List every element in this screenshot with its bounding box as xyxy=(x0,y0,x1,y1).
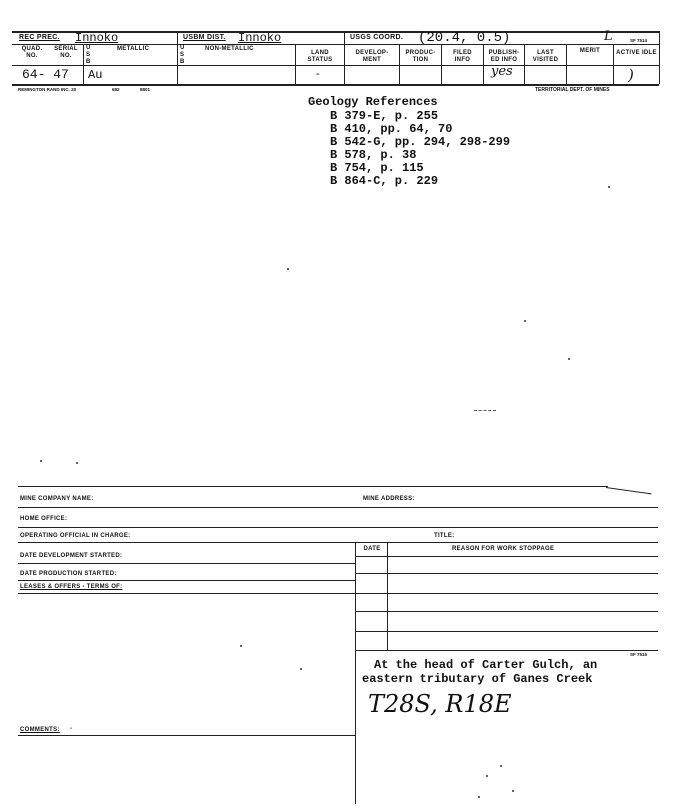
printer-code-1: 682 xyxy=(112,87,120,92)
metallic-value: Au xyxy=(88,68,103,82)
col-development: DEVELOP-MENT xyxy=(355,50,389,63)
date-production-started-label: DATE PRODUCTION STARTED: xyxy=(20,571,117,577)
reference-6: B 864-C, p. 229 xyxy=(330,174,439,188)
mine-address-label: MINE ADDRESS: xyxy=(363,496,415,502)
reference-4: B 578, p. 38 xyxy=(330,148,417,162)
rec-prec-label: REC PREC. xyxy=(19,34,60,41)
col-quad-no: QUAD. NO. xyxy=(21,46,43,59)
comments-mark: - xyxy=(70,726,73,732)
reference-1: B 379-E, p. 255 xyxy=(330,109,439,123)
date-column-label: DATE xyxy=(363,546,381,552)
usbm-dist-label: USBM DIST. xyxy=(183,34,226,41)
quad-serial-value: 64- 47 xyxy=(22,67,69,82)
form-number-bottom: SF 7515 xyxy=(630,652,648,657)
operating-official-label: OPERATING OFFICIAL IN CHARGE: xyxy=(20,533,131,539)
col-usbm-2: U S B xyxy=(180,45,185,65)
published-info-value: yes xyxy=(491,64,513,79)
location-note: At the head of Carter Gulch, an eastern tributary of Ganes Creek xyxy=(362,658,598,686)
rec-prec-value: Innoko xyxy=(75,31,119,45)
reason-work-stoppage-label: REASON FOR WORK STOPPAGE xyxy=(452,546,555,552)
geology-references-list xyxy=(330,110,510,188)
reference-3: B 542-G, pp. 294, 298-299 xyxy=(330,135,511,149)
reference-2: B 410, pp. 64, 70 xyxy=(330,122,453,136)
col-merit: MERIT xyxy=(579,48,601,54)
usgs-coord-value: (20.4, 0.5) xyxy=(418,30,511,46)
reference-5: B 754, p. 115 xyxy=(330,161,424,175)
active-idle-value: ) xyxy=(628,66,634,84)
comments-label: COMMENTS: xyxy=(20,727,60,733)
col-serial-no: SERIAL NO. xyxy=(54,46,78,59)
department-imprint: TERRITORIAL DEPT. OF MINES xyxy=(535,87,610,93)
col-metallic: METALLIC xyxy=(117,46,150,52)
corner-mark: L xyxy=(604,29,613,44)
mine-company-name-label: MINE COMPANY NAME: xyxy=(20,496,94,502)
col-usbm-1: U S B xyxy=(86,45,91,65)
printer-imprint: REMINGTON RAND INC. 20 xyxy=(18,87,77,92)
home-office-label: HOME OFFICE: xyxy=(20,516,68,522)
title-label: TITLE: xyxy=(434,533,455,539)
geology-references-title: Geology References xyxy=(308,95,438,109)
leases-offers-label: LEASES & OFFERS - TERMS OF: xyxy=(20,584,123,590)
col-non-metallic: NON-METALLIC xyxy=(205,46,254,52)
col-filed-info: FILED INFO xyxy=(453,50,472,63)
land-status-value: - xyxy=(316,67,320,80)
date-development-started-label: DATE DEVELOPMENT STARTED: xyxy=(20,553,123,559)
col-published-info: PUBLISH-ED INFO xyxy=(488,50,520,63)
township-range-note: T28S, R18E xyxy=(368,690,512,718)
col-land-status: LAND STATUS xyxy=(307,50,333,63)
usgs-coord-label: USGS COORD. xyxy=(350,34,404,41)
form-number-top: SF 7514 xyxy=(630,38,648,43)
scratch-mark xyxy=(474,410,496,411)
col-production: PRODUC-TION xyxy=(405,50,436,63)
usbm-dist-value: Innoko xyxy=(238,31,282,45)
printer-code-2: 8801 xyxy=(140,87,151,92)
col-active-idle: ACTIVE IDLE xyxy=(616,50,657,56)
col-last-visited: LAST VISITED xyxy=(532,50,559,63)
